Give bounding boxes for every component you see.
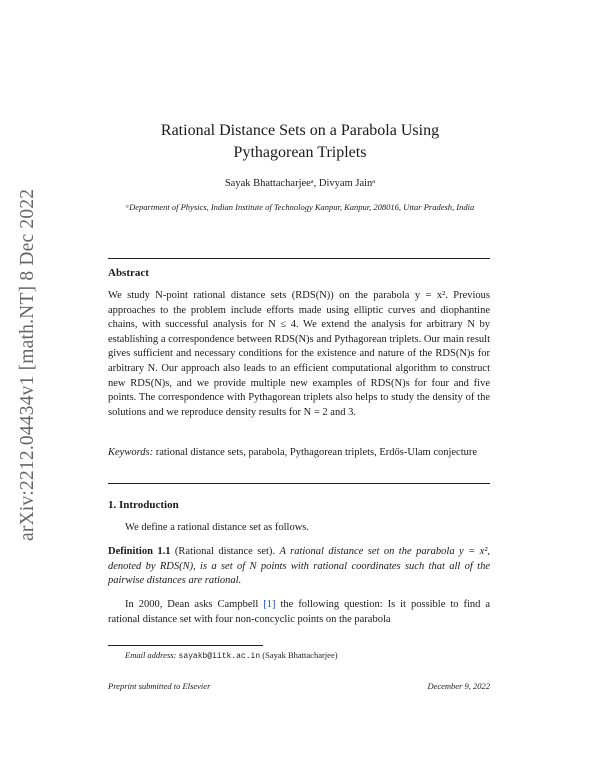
section-heading: 1. Introduction [108,499,179,511]
intro-paragraph: We define a rational distance set as follows. [125,522,310,533]
body-paragraph [108,598,490,627]
definition-label: Definition 1.1 [108,546,171,557]
authors: Sayak Bhattacharjeeᵃ, Divyam Jainᵃ [224,178,376,189]
abstract-bottom-rule [108,483,490,484]
footer-right: December 9, 2022 [427,681,490,691]
title-line-2: Pythagorean Triplets [233,144,367,161]
para2-text-end: the following question: Is it possible to find a rational distance set with four non-concyclic points on the parabola [108,599,491,625]
arxiv-identifier: arXiv:2212.04434v1 [math.NT] 8 Dec 2022 [17,188,38,541]
affiliation: ᵃDepartment of Physics, Indian Institute of Technology Kanpur, Kanpur, 208016, Uttar Pradesh, India [125,202,475,212]
footnote-label: Email address: [125,650,177,660]
abstract-heading: Abstract [108,267,149,279]
keywords-label: Keywords: [108,447,154,458]
footnote [125,650,338,661]
title-line-1: Rational Distance Sets on a Parabola Using [160,122,440,139]
abstract-text: We study N-point rational distance sets (RDS(N)) on the parabola y = x². Previous approaches to the problem include efforts made using elliptic curves and diophantine chains, with successful analysis for N ≤ 4. We extend the analysis for arbitrary N by establishing a correspondence between RDS(N)s and Pythagorean triplets. Our main result gives sufficient and necessary conditions for the existence and nature of the RDS(N)s for arbitrary N. Our approach also leads to an efficient computational algorithm to construct new RDS(N)s, and we provide multiple new examples of RDS(N)s for four and five points. The correspondence with Pythagorean triplets also helps to study the density of the solutions and we reproduce density results for N = 2 and 3. [108,290,490,418]
footnote-email[interactable]: sayakb@iitk.ac.in [178,652,261,661]
keywords-text: rational distance sets, parabola, Pythagorean triplets, Erdős-Ulam conjecture [155,447,478,458]
footnote-name: (Sayak Bhattacharjee) [262,650,338,660]
abstract-top-rule [108,258,490,259]
para2-text-start: In 2000, Dean asks Campbell [125,599,264,610]
paper-title [100,120,500,164]
keywords [108,446,490,461]
footer-left: Preprint submitted to Elsevier [108,681,211,691]
definition-name: (Rational distance set). [174,546,276,557]
footnote-rule [108,645,263,646]
definition-body: A rational distance set on the parabola y = x², denoted by RDS(N), is a set of N points with rational coordinates such that all of the pairwise distances are rational. [108,546,491,587]
definition-block [108,545,490,589]
citation-link[interactable]: [1] [263,599,276,610]
